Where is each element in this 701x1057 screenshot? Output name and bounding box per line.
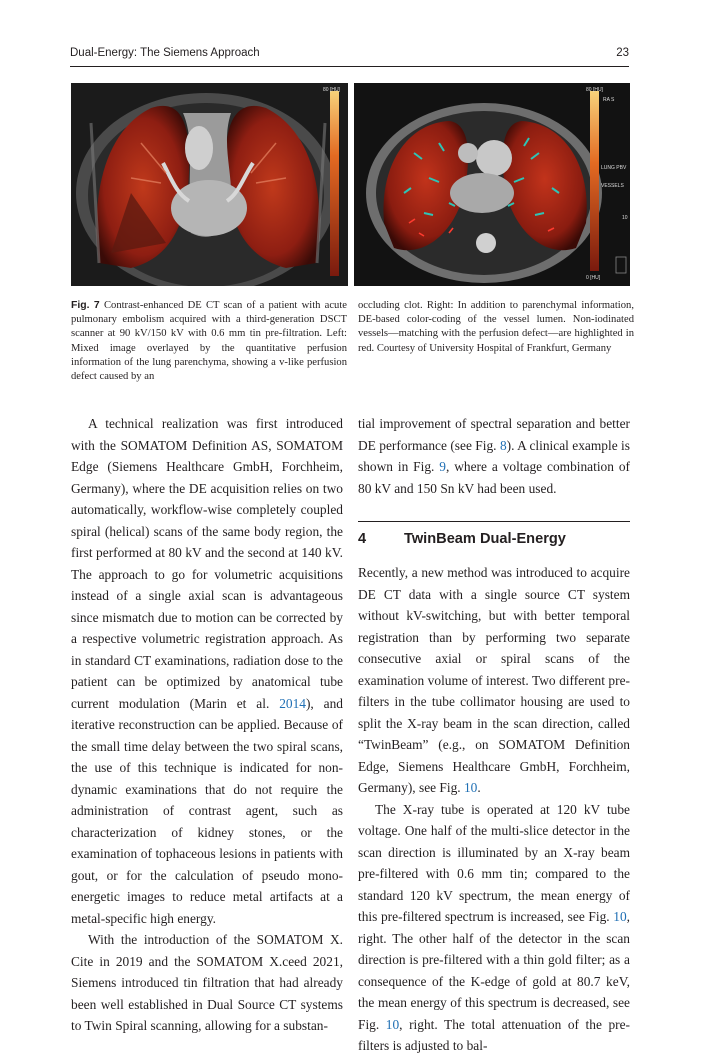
section-heading — [358, 529, 630, 549]
left-scale-label: 80 [HU] — [323, 87, 340, 93]
paragraph: With the introduction of the SOMATOM X. Cite in 2019 and the SOMATOM X.ceed 2021, Siemens introduced tin filtration that had already been well established in Dual Source CT systems to Twin Spiral scanning, allowing for a substan- — [71, 932, 343, 1033]
right-scale-mark: 10 — [622, 215, 628, 221]
right-scale-bottom-label: 0 [HU] — [586, 275, 601, 281]
paragraph-text: Recently, a new method was introduced to acquire DE CT data with a single source CT system without kV-switching, but with better temporal registration than by performing two separate consecutive axial or spiral scans of the examination volume of interest. Two different pre-filters in the tube collimator housing are used to split the X-ray beam in the scan direction, called “TwinBeam” (e.g., on SOMATOM Definition Edge, Siemens Healthcare GmbH, Forchheim, Germany), see Fig. — [358, 565, 630, 795]
figure-link[interactable]: 9 — [439, 459, 446, 474]
figure-link[interactable]: 8 — [499, 437, 507, 453]
running-head — [70, 47, 629, 65]
section-rule — [358, 521, 630, 522]
right-scale-top-label: 80 [HU] — [586, 87, 603, 93]
header-rule — [70, 66, 629, 67]
section-number: 4 — [358, 531, 367, 547]
figure-link[interactable]: 10 — [385, 1016, 400, 1032]
axial-ct-vessel-image — [354, 83, 630, 286]
paragraph — [358, 799, 630, 1057]
paragraph — [71, 413, 343, 929]
figure-caption-text-left: Contrast-enhanced DE CT scan of a patient with acute pulmonary embolism acquired with a third-generation DSCT scanner at 90 kV/150 kV with 0.6 mm tin pre-filtration. Left: Mixed image overlayed by the quantitative perfusion information of the lung parenchyma, showing a v-like perfusion defect caused by an — [71, 300, 348, 383]
right-column — [358, 413, 630, 1057]
paragraph — [358, 413, 630, 499]
right-overlay-label-2: VESSELS — [601, 183, 624, 189]
figure-7-left-image — [71, 83, 348, 286]
paragraph-text: , where a voltage combination of 80 kV and 150 Sn kV had been used. — [358, 459, 631, 496]
paragraph-text: , right. The total attenuation of the pre-filters is adjusted to bal- — [358, 1016, 631, 1053]
figure-link[interactable]: 10 — [463, 780, 478, 795]
right-overlay-label-1: LUNG PBV — [601, 165, 627, 171]
figure-link[interactable]: 10 — [613, 909, 627, 924]
figure-caption-left — [71, 299, 347, 384]
paragraph — [358, 562, 630, 799]
figure-7-right-image — [354, 83, 630, 286]
coronal-ct-perfusion-image — [71, 83, 348, 286]
running-head-title: Dual-Energy: The Siemens Approach — [70, 47, 260, 59]
citation-link[interactable]: 2014 — [279, 695, 306, 711]
left-column — [71, 413, 343, 1037]
paragraph-text: . — [477, 780, 481, 795]
paragraph-text: ), and iterative reconstruction can be applied. Because of the small time delay between the two spiral scans, the use of this technique is indicated for non-dynamic examinations that do not require the administration of contrast agent, such as characterization of kidney stones, or the examination of tophaceous lesions in patients with gout, or for the calculation of pseudo mono-energetic images to reduce metal artifacts at a metal-specific high energy. — [71, 695, 343, 926]
right-side-letters: RA S — [603, 97, 615, 103]
section-title: TwinBeam Dual-Energy — [404, 531, 566, 547]
figure-caption-text-right: occluding clot. Right: In addition to parenchymal information, DE-based color-coding of the vessel lumen. Non-iodinated vessels—matching with the perfusion defect—are highlighted in red. Courtesy of University Hospital of Frankfurt, Germany — [358, 300, 634, 354]
paragraph-text: A technical realization was first introduced with the SOMATOM Definition AS, SOMATOM Edge (Siemens Healthcare GmbH, Forchheim, Germany), where the DE acquisition relies on two automatically, workflow-wise completely coupled spiral (helical) scans of the same body region, the first performed at 80 kV and the second at 140 kV. The approach to go for volumetric acquisitions instead of a single axial scan is advantageous since mismatch due to motion can be corrected by a respective volumetric registration approach. As in standard CT examinations, radiation dose to the patient can be optimized by anatomical tube current modulation (Marin et al. — [71, 416, 343, 711]
figure-caption-right — [358, 299, 634, 356]
paragraph-text: tial improvement of spectral separation and better DE performance (see Fig. — [358, 416, 630, 453]
paragraph-text: , right. The other half of the detector in the scan direction is pre-filtered with a thin gold filter; as a consequence of the K-edge of gold at 80.7 keV, the mean energy of this spectrum is decreased, see Fig. — [358, 909, 630, 1032]
figure-caption-label: Fig. 7 — [71, 300, 100, 311]
paragraph-text: The X-ray tube is operated at 120 kV tube voltage. One half of the multi-slice detector in the scan direction is illuminated by an X-ray beam pre-filtered with 0.6 mm tin; compared to the standard 120 kV spectrum, the mean energy of this pre-filtered spectrum is increased, see Fig. — [358, 801, 630, 924]
page-number: 23 — [616, 47, 629, 59]
paragraph-text: ). A clinical example is shown in Fig. — [358, 437, 630, 474]
